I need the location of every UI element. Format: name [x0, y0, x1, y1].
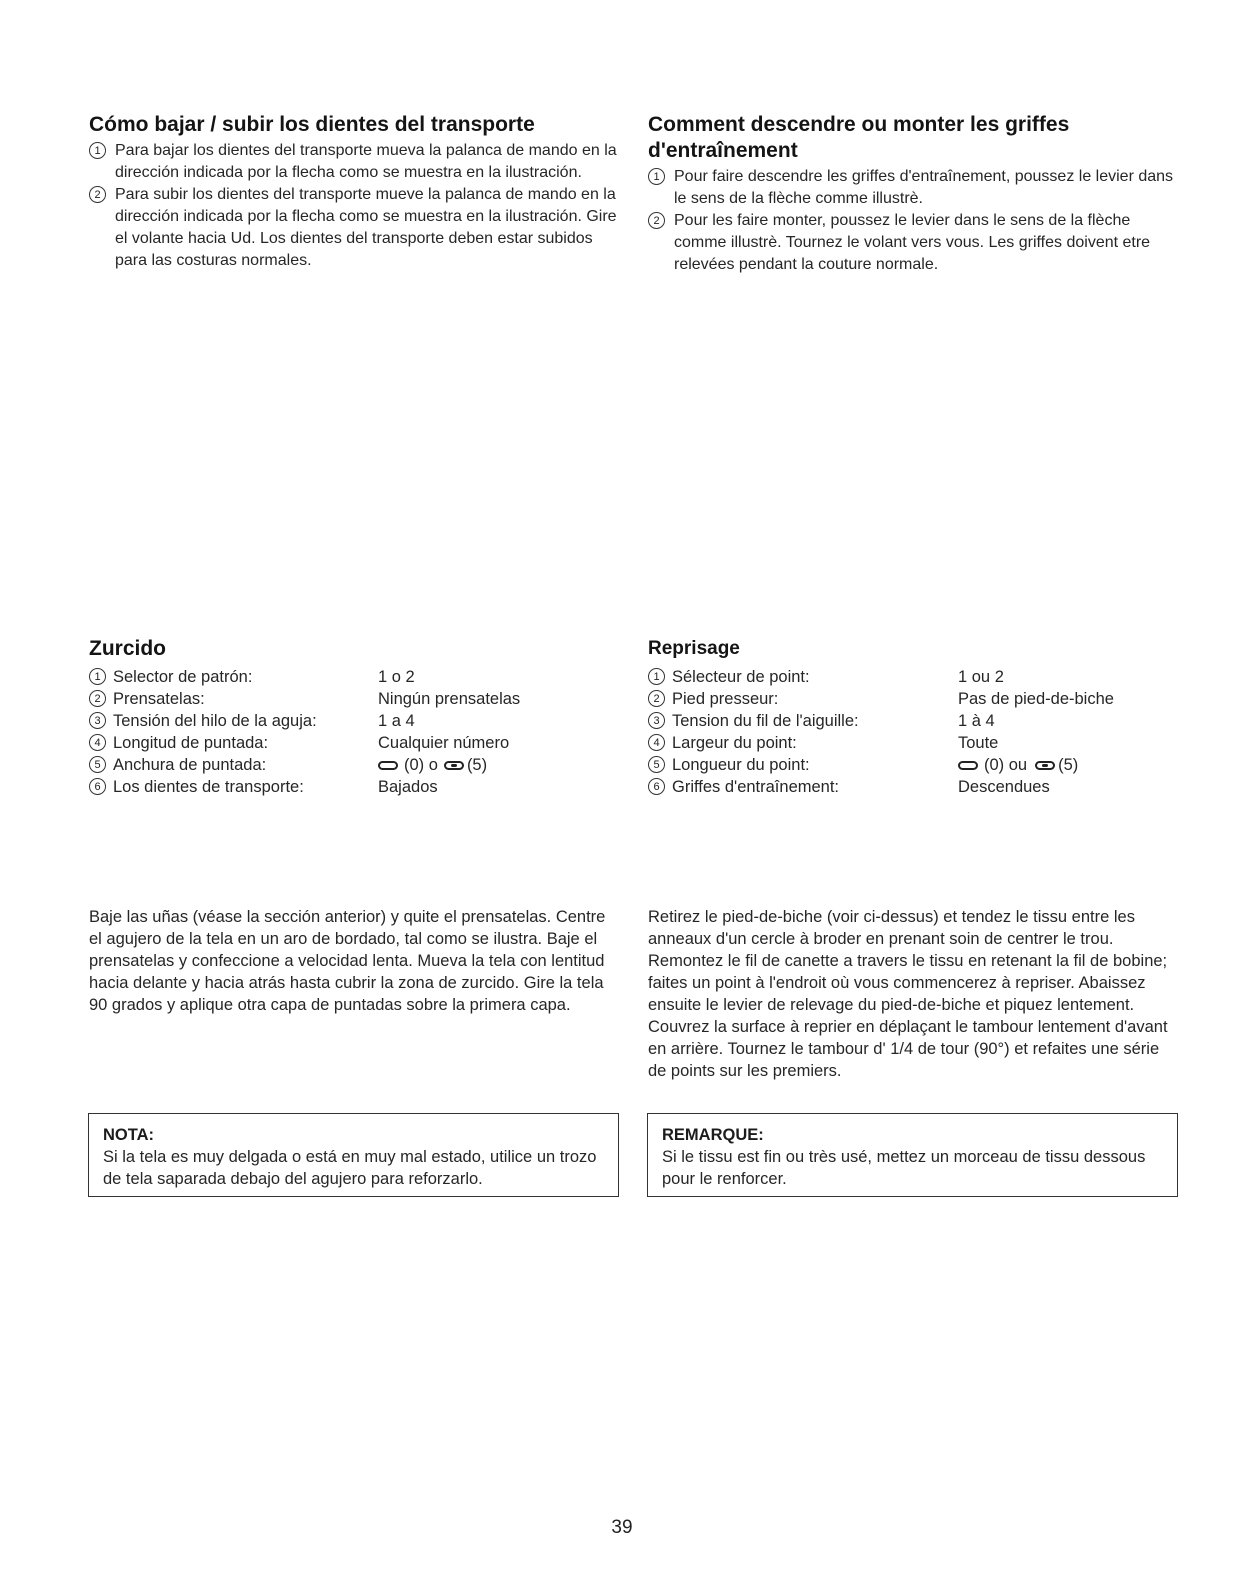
setting-value: 1 à 4 — [958, 712, 995, 730]
fr-feed-dog-section — [648, 112, 1178, 276]
setting-value: Pas de pied-de-biche — [958, 690, 1114, 708]
circled-number-6: 6 — [648, 778, 665, 795]
es-darning-section — [89, 636, 619, 798]
fr-note-title: REMARQUE: — [662, 1126, 764, 1144]
circled-number-3: 3 — [648, 712, 665, 729]
settings-row — [648, 688, 1178, 710]
es-feed-dog-step-1 — [89, 140, 619, 184]
fr-feed-dog-steps — [648, 166, 1178, 276]
es-darning-title: Zurcido — [89, 637, 166, 660]
page-number: 39 — [611, 1517, 633, 1538]
circled-number-1: 1 — [89, 668, 106, 685]
fr-darning-paragraph: Retirez le pied-de-biche (voir ci-dessus) et tendez le tissu entre les anneaux d'un cercle à broder en prenant soin de centrer le trou. Remontez le fil de canette a travers le tissu en retenant la fil de bobine; faites un point à l'endroit où vous commencerez à repriser. Abaissez ensuite le levier de relevage du pied-de-biche et piquez lentement. Couvrez la surface à reprier en déplaçant le tambour lentement d'avant en arrière. Tournez le tambour d' 1/4 de tour (90°) et refaites une série de points sur les premiers. — [648, 908, 1168, 1080]
setting-value: 1 o 2 — [378, 668, 415, 686]
stitch-length-icon — [958, 761, 978, 770]
fr-feed-dog-step-1-text: Pour faire descendre les griffes d'entraînement, poussez le levier dans le sens de la flèche comme illustrè. — [674, 168, 1174, 207]
es-feed-dog-step-2 — [89, 184, 619, 272]
fr-darning-title: Reprisage — [648, 638, 740, 659]
setting-label: Tension du fil de l'aiguille: — [672, 712, 859, 730]
setting-label: Selector de patrón: — [113, 668, 253, 686]
setting-value: Descendues — [958, 778, 1050, 796]
fr-darning-settings — [648, 666, 1178, 798]
settings-row — [89, 666, 619, 688]
circled-number-5: 5 — [89, 756, 106, 773]
circled-number-5: 5 — [648, 756, 665, 773]
setting-label: Griffes d'entraînement: — [672, 778, 840, 796]
stitch-width-icon — [378, 761, 398, 770]
fr-note-body: Si le tissu est fin ou très usé, mettez un morceau de tissu dessous pour le renforcer. — [662, 1148, 1146, 1188]
settings-row — [89, 776, 619, 798]
settings-row — [648, 666, 1178, 688]
setting-value: (0) o (5) — [378, 754, 487, 776]
fr-feed-dog-step-1 — [648, 166, 1178, 210]
es-note-title: NOTA: — [103, 1126, 155, 1144]
es-feed-dog-title: Cómo bajar / subir los dientes del transporte — [89, 113, 535, 136]
circled-number-1: 1 — [648, 168, 665, 185]
settings-row — [648, 754, 1178, 776]
circled-number-4: 4 — [89, 734, 106, 751]
circled-number-2: 2 — [648, 212, 665, 229]
circled-number-2: 2 — [89, 186, 106, 203]
stitch-width-wide-icon — [444, 761, 464, 770]
fr-feed-dog-step-2 — [648, 210, 1178, 276]
circled-number-2: 2 — [89, 690, 106, 707]
circled-number-2: 2 — [648, 690, 665, 707]
settings-row — [648, 776, 1178, 798]
setting-label: Sélecteur de point: — [672, 668, 810, 686]
setting-label: Tensión del hilo de la aguja: — [113, 712, 317, 730]
fr-feed-dog-step-2-text: Pour les faire monter, poussez le levier dans le sens de la flèche comme illustrè. Tournez le volant vers vous. Les griffes doivent etre relevées pendant la couture normale. — [674, 212, 1151, 273]
setting-value: (0) ou (5) — [958, 754, 1078, 776]
setting-label: Longueur du point: — [672, 756, 810, 774]
settings-row — [89, 754, 619, 776]
settings-row — [648, 710, 1178, 732]
setting-value: 1 ou 2 — [958, 668, 1004, 686]
es-feed-dog-steps — [89, 140, 619, 272]
circled-number-3: 3 — [89, 712, 106, 729]
setting-label: Prensatelas: — [113, 690, 205, 708]
setting-value: 1 a 4 — [378, 712, 415, 730]
settings-row — [89, 732, 619, 754]
setting-value: Bajados — [378, 778, 438, 796]
setting-label: Pied presseur: — [672, 690, 779, 708]
fr-feed-dog-title: Comment descendre ou monter les griffes d'entraînement — [648, 113, 1070, 162]
es-note-box — [88, 1113, 619, 1197]
es-feed-dog-step-1-text: Para bajar los dientes del transporte mueva la palanca de mando en la dirección indicada por la flecha como se muestra en la ilustración. — [115, 142, 617, 181]
fr-note-box — [647, 1113, 1178, 1197]
circled-number-1: 1 — [648, 668, 665, 685]
circled-number-1: 1 — [89, 142, 106, 159]
settings-row — [648, 732, 1178, 754]
setting-value: Ningún prensatelas — [378, 690, 521, 708]
stitch-length-long-icon — [1035, 761, 1055, 770]
setting-value: Toute — [958, 734, 999, 752]
circled-number-6: 6 — [89, 778, 106, 795]
es-darning-settings — [89, 666, 619, 798]
setting-label: Los dientes de transporte: — [113, 778, 304, 796]
fr-darning-instructions — [648, 906, 1178, 1082]
fr-darning-section — [648, 636, 1178, 798]
setting-label: Longitud de puntada: — [113, 734, 269, 752]
es-darning-paragraph: Baje las uñas (véase la sección anterior) y quite el prensatelas. Centre el agujero de la tela en un aro de bordado, tal como se ilustra. Baje el prensatelas y confeccione a velocidad lenta. Mueva la tela con lentitud hacia delante y hacia atrás hasta cubrir la zona de zurcido. Gire la tela 90 grados y aplique otra capa de puntadas sobre la primera capa. — [89, 908, 606, 1014]
setting-value: Cualquier número — [378, 734, 510, 752]
es-darning-instructions — [89, 906, 619, 1016]
setting-label: Largeur du point: — [672, 734, 797, 752]
es-feed-dog-section — [89, 112, 619, 272]
settings-row — [89, 688, 619, 710]
setting-label: Anchura de puntada: — [113, 756, 267, 774]
circled-number-4: 4 — [648, 734, 665, 751]
settings-row — [89, 710, 619, 732]
es-feed-dog-step-2-text: Para subir los dientes del transporte mueve la palanca de mando en la dirección indicada por la flecha como se muestra en la ilustración. Gire el volante hacia Ud. Los dientes del transporte deben estar subidos para las costuras normales. — [115, 186, 617, 269]
es-note-body: Si la tela es muy delgada o está en muy mal estado, utilice un trozo de tela saparada debajo del agujero para reforzarlo. — [103, 1148, 597, 1188]
